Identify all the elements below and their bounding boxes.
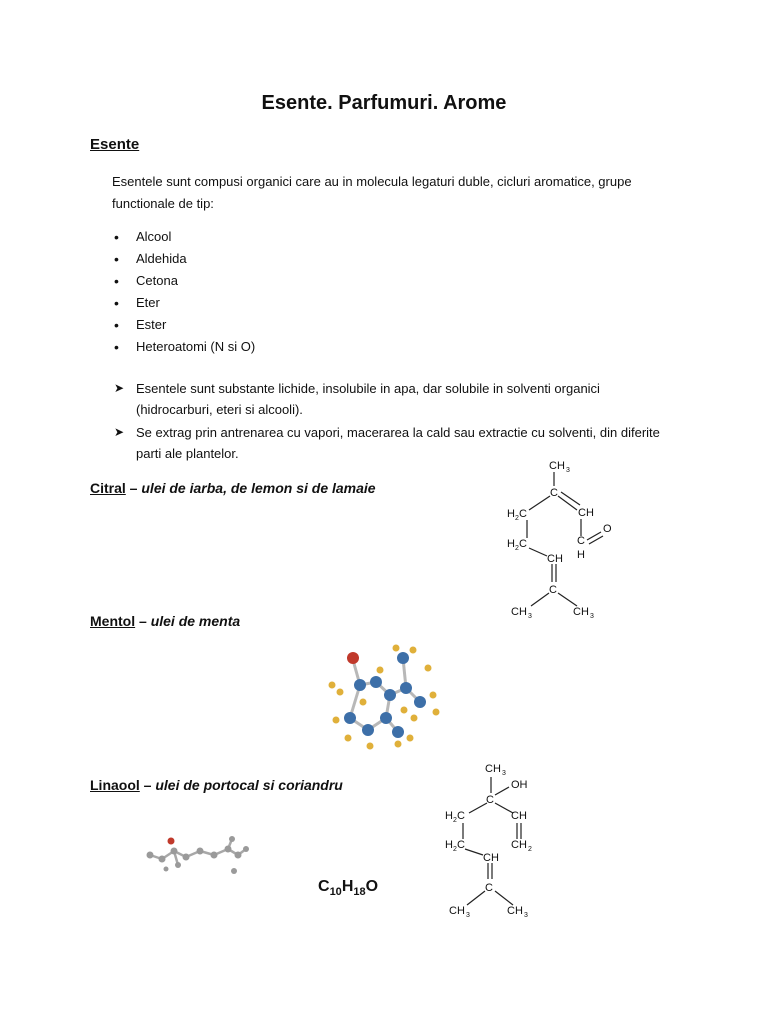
- svg-text:CH: CH: [573, 606, 589, 618]
- svg-text:C: C: [486, 794, 494, 806]
- svg-text:2: 2: [528, 846, 532, 853]
- mentol-description: ulei de menta: [150, 613, 241, 629]
- svg-text:2: 2: [453, 817, 457, 824]
- svg-text:CH: CH: [549, 460, 565, 472]
- svg-text:CH: CH: [511, 839, 527, 851]
- svg-text:H: H: [577, 549, 585, 561]
- citral-heading: [90, 480, 376, 496]
- svg-text:3: 3: [524, 912, 528, 919]
- citral-description: ulei de iarba, de lemon si de lamaie: [141, 480, 376, 496]
- note-text: Esentele sunt substante lichide, insolubile in apa, dar solubile in solventi organici (hidrocarburi, eteri si alcooli).: [136, 381, 600, 417]
- note-text: Se extrag prin antrenarea cu vapori, macerarea la cald sau extractie cu solventi, din diferite parti ale plantelor.: [136, 425, 660, 461]
- functional-groups-list: [112, 226, 255, 358]
- svg-text:CH: CH: [449, 905, 465, 917]
- mentol-heading: [90, 613, 240, 629]
- svg-text:O: O: [603, 523, 612, 535]
- mentol-3d-model: [318, 640, 453, 755]
- oxygen-atom: [347, 652, 359, 664]
- svg-text:C: C: [519, 538, 527, 550]
- list-item: • Eter: [112, 292, 255, 314]
- esente-intro: Esentele sunt compusi organici care au in molecula legaturi duble, cicluri aromatice, grupe functionale de tip:: [112, 174, 632, 211]
- list-item: • Heteroatomi (N si O): [112, 336, 255, 358]
- citral-sep: –: [125, 480, 142, 496]
- svg-text:C: C: [485, 882, 493, 894]
- linaool-name: Linaool: [90, 777, 140, 793]
- svg-text:H: H: [507, 538, 515, 550]
- svg-text:CH: CH: [547, 553, 563, 565]
- citral-structure-diagram: [495, 452, 625, 627]
- linaool-3d-model: [142, 835, 254, 880]
- svg-text:C: C: [519, 508, 527, 520]
- linaool-description: ulei de portocal si coriandru: [155, 777, 343, 793]
- list-item: • Alcool: [112, 226, 255, 248]
- linaool-molecular-formula: $C_{10}H_{18}O$: [318, 878, 379, 899]
- list-item: [112, 378, 672, 420]
- arrow-bullet-icon: ➤: [114, 381, 125, 395]
- svg-text:H: H: [507, 508, 515, 520]
- svg-text:CH: CH: [511, 606, 527, 618]
- svg-text:H: H: [445, 810, 453, 822]
- mentol-name: Mentol: [90, 613, 136, 629]
- svg-text:OH: OH: [511, 779, 528, 791]
- svg-text:CH: CH: [483, 852, 499, 864]
- svg-text:C: C: [549, 584, 557, 596]
- svg-text:2: 2: [515, 545, 519, 552]
- svg-text:CH: CH: [485, 763, 501, 775]
- citral-name: Citral: [90, 480, 126, 496]
- svg-text:C: C: [577, 535, 585, 547]
- svg-text:CH: CH: [507, 905, 523, 917]
- arrow-bullet-icon: ➤: [114, 425, 125, 439]
- list-item: • Cetona: [112, 270, 255, 292]
- svg-text:3: 3: [590, 613, 594, 620]
- svg-text:C: C: [457, 839, 465, 851]
- list-item: • Ester: [112, 314, 255, 336]
- svg-text:C: C: [550, 487, 558, 499]
- linaool-structure-diagram: [425, 755, 555, 925]
- svg-text:C: C: [457, 810, 465, 822]
- svg-text:CH: CH: [511, 810, 527, 822]
- linaool-sep: –: [139, 777, 156, 793]
- linaool-heading: [90, 777, 343, 793]
- svg-text:3: 3: [502, 770, 506, 777]
- svg-text:3: 3: [528, 613, 532, 620]
- svg-text:H: H: [445, 839, 453, 851]
- list-item: • Aldehida: [112, 248, 255, 270]
- svg-text:3: 3: [566, 467, 570, 474]
- mentol-sep: –: [135, 613, 151, 629]
- svg-text:CH: CH: [578, 507, 594, 519]
- section-heading-esente: Esente: [90, 136, 140, 153]
- svg-text:2: 2: [453, 846, 457, 853]
- svg-text:3: 3: [466, 912, 470, 919]
- page-title: Esente. Parfumuri. Arome: [261, 92, 507, 114]
- svg-text:2: 2: [515, 515, 519, 522]
